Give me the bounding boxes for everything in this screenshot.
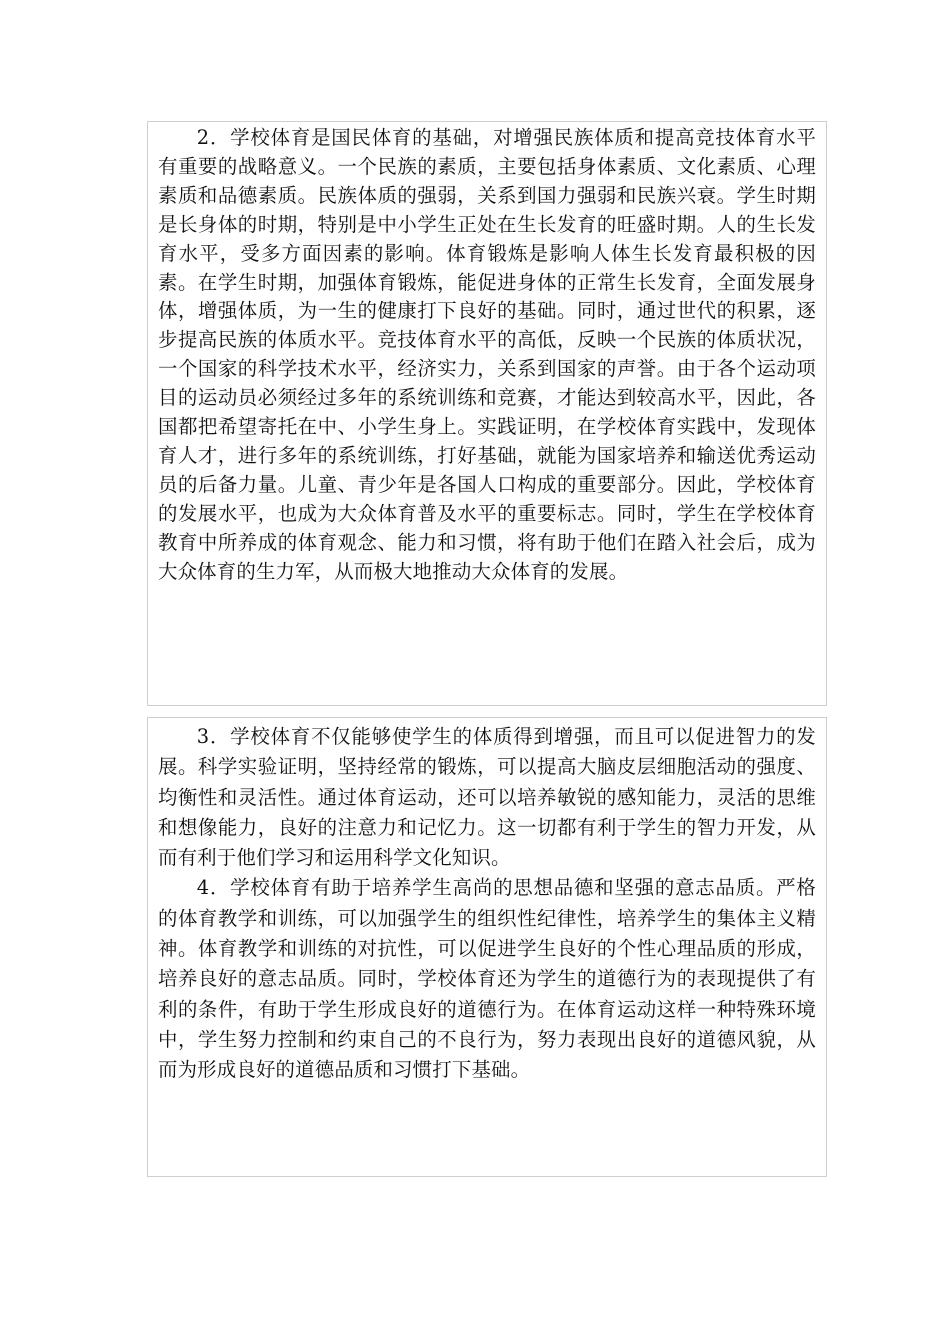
text-block-1 [147,121,827,706]
paragraph-2: 2．学校体育是国民体育的基础，对增强民族体质和提高竞技体育水平有重要的战略意义。一个民族的素质，主要包括身体素质、文化素质、心理素质和品德素质。民族体质的强弱，关系到国力强弱和民族兴衰。学生时期是长身体的时期，特别是中小学生正处在生长发育的旺盛时期。人的生长发育水平，受多方面因素的影响。体育锻炼是影响人体生长发育最积极的因素。在学生时期，加强体育锻炼，能促进身体的正常生长发育，全面发展身体，增强体质，为一生的健康打下良好的基础。同时，通过世代的积累，逐步提高民族的体质水平。竞技体育水平的高低，反映一个民族的体质状况，一个国家的科学技术水平，经济实力，关系到国家的声誉。由于各个运动项目的运动员必须经过多年的系统训练和竞赛，才能达到较高水平，因此，各国都把希望寄托在中、小学生身上。实践证明，在学校体育实践中，发现体育人才，进行多年的系统训练，打好基础，就能为国家培养和输送优秀运动员的后备力量。儿童、青少年是各国人口构成的重要部分。因此，学校体育的发展水平，也成为大众体育普及水平的重要标志。同时，学生在学校体育教育中所养成的体育观念、能力和习惯，将有助于他们在踏入社会后，成为大众体育的生力军，从而极大地推动大众体育的发展。 [158,126,816,583]
paragraph-3: 3．学校体育不仅能够使学生的体质得到增强，而且可以促进智力的发展。科学实验证明，坚持经常的锻炼，可以提高大脑皮层细胞活动的强度、均衡性和灵活性。通过体育运动，还可以培养敏锐的感知能力，灵活的思维和想像能力，良好的注意力和记忆力。这一切都有利于学生的智力开发，从而有利于他们学习和运用科学文化知识。 [158,725,816,870]
text-block-2 [147,717,827,1177]
paragraph-4: 4．学校体育有助于培养学生高尚的思想品德和坚强的意志品质。严格的体育教学和训练，可以加强学生的组织性纪律性，培养学生的集体主义精神。体育教学和训练的对抗性，可以促进学生良好的个性心理品质的形成，培养良好的意志品质。同时，学校体育还为学生的道德行为的表现提供了有利的条件，有助于学生形成良好的道德行为。在体育运动这样一种特殊环境中，学生努力控制和约束自己的不良行为，努力表现出良好的道德风貌，从而为形成良好的道德品质和习惯打下基础。 [158,876,816,1082]
